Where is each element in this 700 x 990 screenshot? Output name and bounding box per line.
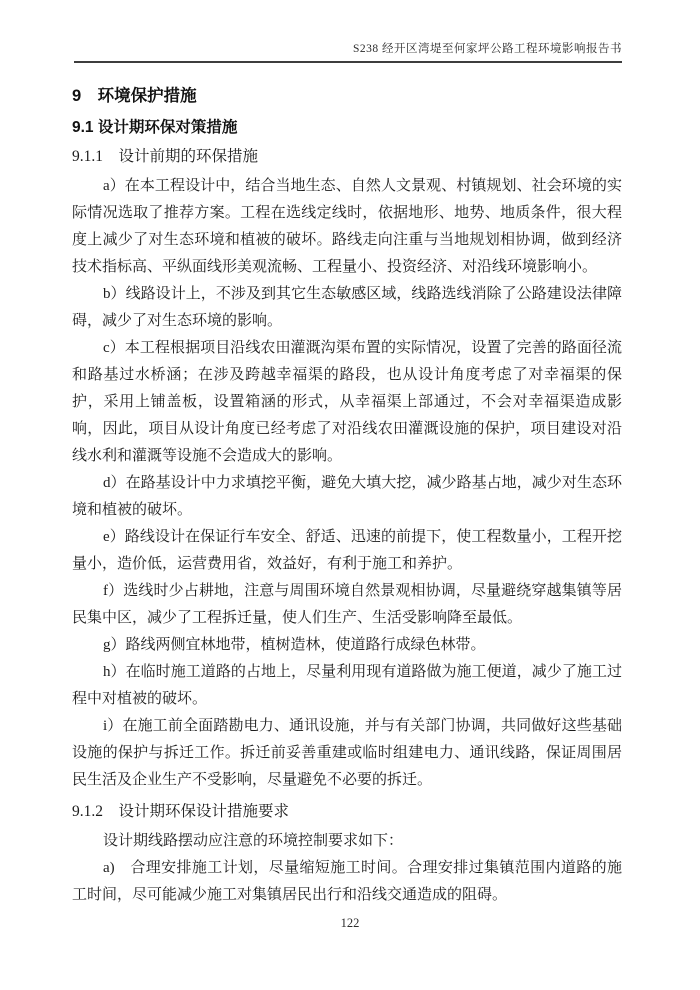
paragraph-911-i: i）在施工前全面踏勘电力、通讯设施，并与有关部门协调，共同做好这些基础设施的保护与拆迁工作。拆迁前妥善重建或临时组建电力、通讯线路，保证周围居民生活及企业生产不受影响，尽量避免不必要的拆迁。: [72, 718, 622, 788]
paragraph-911-c: c）本工程根据项目沿线农田灌溉沟渠布置的实际情况，设置了完善的路面径流和路基过水桥涵；在涉及跨越幸福渠的路段，也从设计角度考虑了对幸福渠的保护，采用上铺盖板，设置箱涵的形式，从幸福渠上部通过，不会对幸福渠造成影响，因此，项目从设计角度已经考虑了对沿线农田灌溉设施的保护，项目建设对沿线水利和灌溉等设施不会造成大的影响。: [72, 340, 622, 464]
subsection-heading-912: 9.1.2 设计期环保设计措施要求: [72, 803, 290, 820]
chapter-heading: 9 环境保护措施: [72, 87, 197, 105]
paragraph-911-a: a）在本工程设计中，结合当地生态、自然人文景观、村镇规划、社会环境的实际情况选取了推荐方案。工程在选线定线时，依据地形、地势、地质条件，很大程度上减少了对生态环境和植被的破坏。路线走向注重与当地规划相协调，做到经济技术指标高、平纵面线形美观流畅、工程量小、投资经济、对沿线环境影响小。: [72, 178, 622, 275]
paragraph-911-f: f）选线时少占耕地，注意与周围环境自然景观相协调，尽量避绕穿越集镇等居民集中区，减少了工程拆迁量，使人们生产、生活受影响降至最低。: [72, 583, 622, 626]
header-title: S238 经开区湾堤至何家坪公路工程环境影响报告书: [352, 43, 622, 55]
paragraph-912-intro: 设计期线路摆动应注意的环境控制要求如下：: [103, 833, 404, 849]
section-heading: 9.1 设计期环保对策措施: [72, 119, 238, 136]
page-number: 122: [340, 916, 360, 930]
document-body: [72, 86, 622, 909]
paragraph-911-g: g）路线两侧宜林地带，植树造林，使道路行成绿色林带。: [103, 637, 486, 653]
paragraph-912-a: a) 合理安排施工计划，尽量缩短施工时间。合理安排过集镇范围内道路的施工时间，尽可能减少施工对集镇居民出行和沿线交通造成的阻碍。: [72, 860, 622, 903]
paragraph-911-h: h）在临时施工道路的占地上，尽量利用现有道路做为施工便道，减少了施工过程中对植被的破坏。: [72, 664, 622, 707]
paragraph-911-b: b）线路设计上，不涉及到其它生态敏感区域，线路选线消除了公路建设法律障碍，减少了对生态环境的影响。: [72, 286, 622, 329]
paragraph-911-d: d）在路基设计中力求填挖平衡，避免大填大挖，减少路基占地，减少对生态环境和植被的破坏。: [72, 475, 622, 518]
page-footer: [0, 916, 700, 931]
paragraph-911-e: e）路线设计在保证行车安全、舒适、迅速的前提下，使工程数量小，工程开挖量小，造价低，运营费用省，效益好，有利于施工和养护。: [72, 529, 622, 572]
page-header: [74, 40, 622, 63]
subsection-heading-911: 9.1.1 设计前期的环保措施: [72, 148, 259, 165]
